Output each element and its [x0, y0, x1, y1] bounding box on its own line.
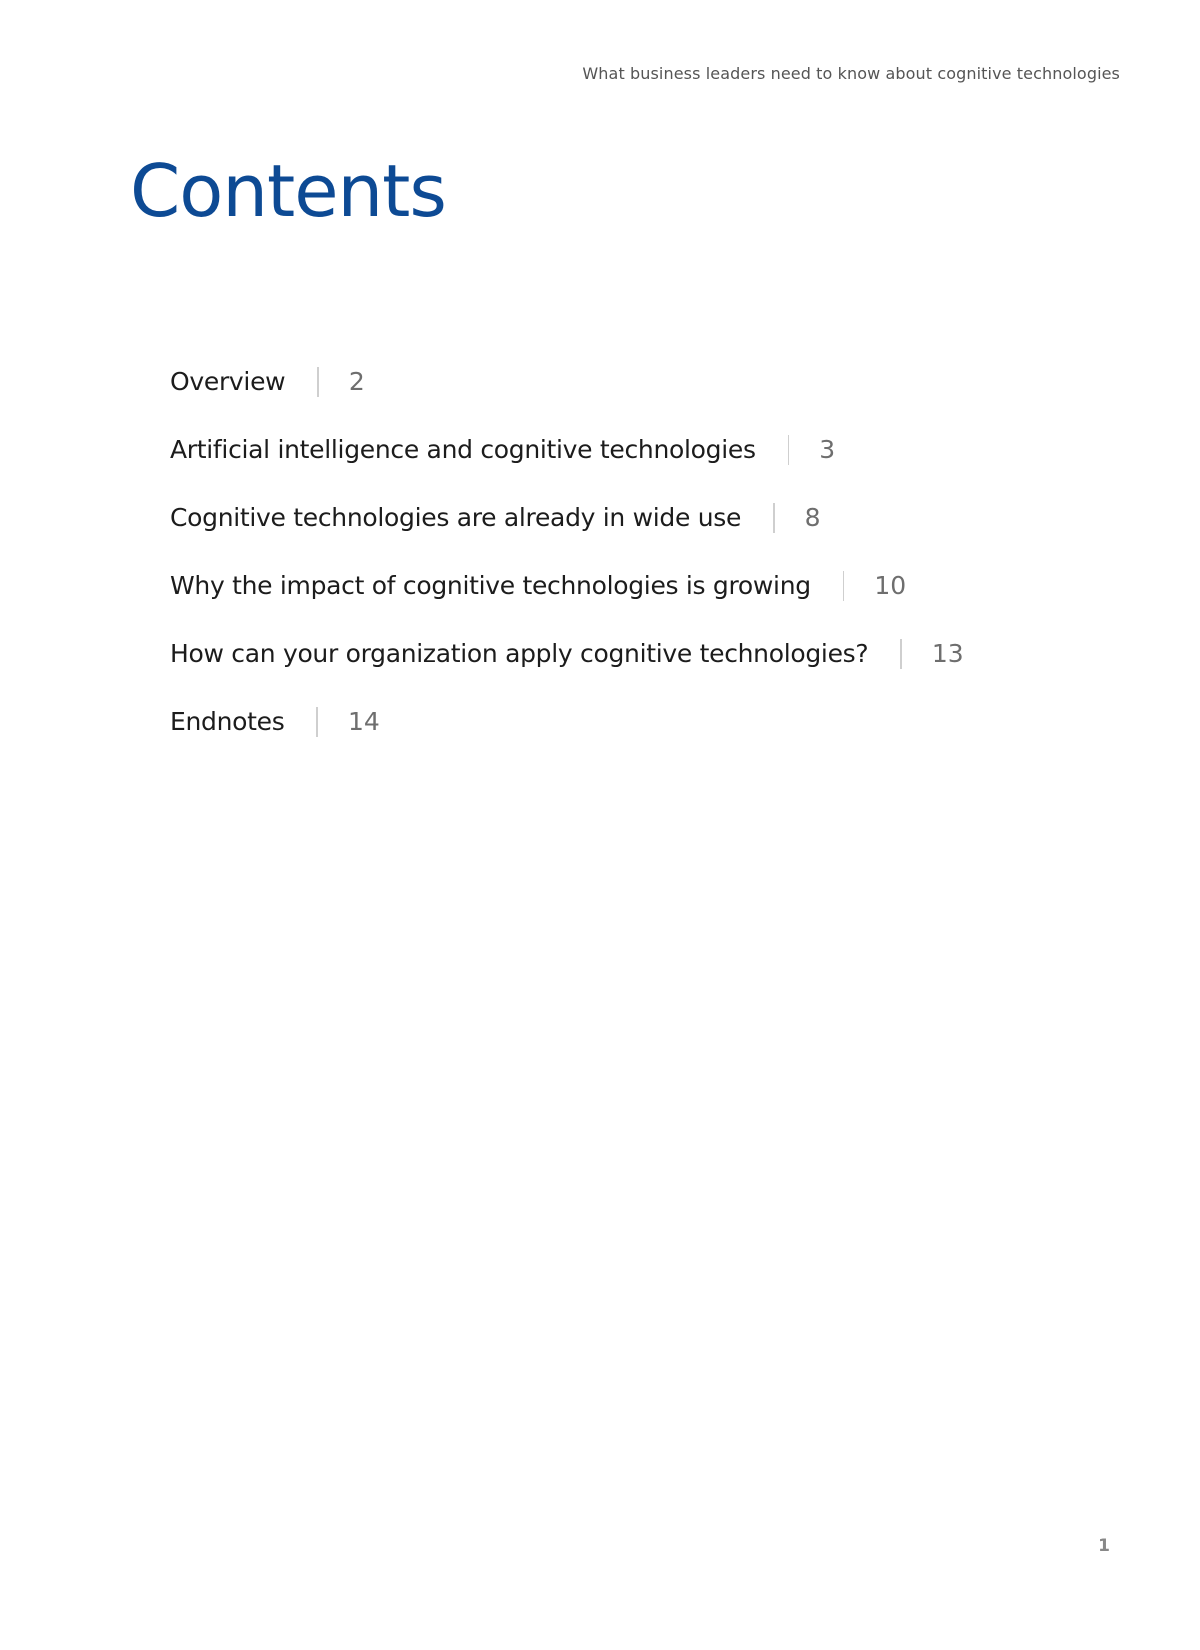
table-of-contents	[170, 367, 964, 775]
toc-entry-endnotes[interactable]	[170, 707, 964, 775]
page-title: Contents	[130, 149, 446, 233]
toc-entry-page: 8	[804, 503, 821, 532]
toc-separator	[773, 503, 775, 533]
toc-separator	[900, 639, 902, 669]
toc-entry-page: 13	[931, 639, 964, 668]
page-number: 1	[1098, 1536, 1110, 1556]
toc-entry-label: Overview	[170, 367, 286, 396]
toc-entry-ai-and-cognitive[interactable]	[170, 435, 964, 503]
toc-entry-apply[interactable]	[170, 639, 964, 707]
toc-entry-label: How can your organization apply cognitive technologies?	[170, 639, 869, 668]
toc-entry-page: 10	[874, 571, 907, 600]
toc-entry-label: Endnotes	[170, 707, 285, 736]
toc-separator	[843, 571, 845, 601]
toc-entry-page: 3	[819, 435, 836, 464]
toc-entry-wide-use[interactable]	[170, 503, 964, 571]
toc-entry-page: 2	[348, 367, 365, 396]
running-header: What business leaders need to know about cognitive technologies	[582, 64, 1120, 83]
toc-entry-label: Artificial intelligence and cognitive technologies	[170, 435, 756, 464]
toc-entry-label: Cognitive technologies are already in wide use	[170, 503, 742, 532]
toc-separator	[317, 367, 319, 397]
toc-separator	[788, 435, 790, 465]
toc-entry-impact-growing[interactable]	[170, 571, 964, 639]
toc-entry-page: 14	[347, 707, 380, 736]
toc-separator	[316, 707, 318, 737]
toc-entry-label: Why the impact of cognitive technologies is growing	[170, 571, 811, 600]
toc-entry-overview[interactable]	[170, 367, 964, 435]
